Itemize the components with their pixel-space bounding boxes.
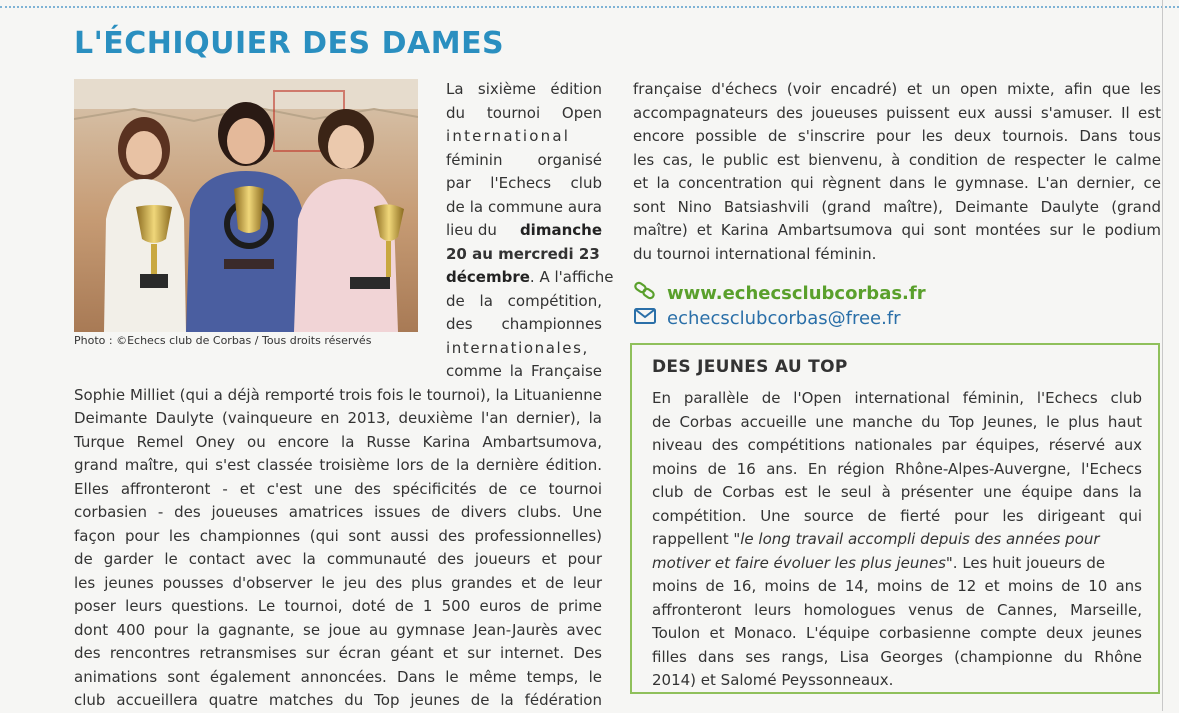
- text-run: lieu du: [446, 221, 497, 239]
- box-text-line: niveau des compétitions nationales par équipes, réservé aux: [652, 436, 1142, 454]
- text-line: par l'Echecs club: [446, 174, 602, 192]
- bold-date-line: 20 au mercredi 23: [446, 245, 600, 263]
- text-line: de la compétition,: [446, 292, 602, 310]
- box-text-line: club de Corbas est le seul à présenter une équipe dans la: [652, 483, 1142, 501]
- box-text-line: affronteront leurs homologues venus de Cannes, Marseille,: [652, 601, 1142, 619]
- envelope-icon: [633, 307, 657, 329]
- email-link-row[interactable]: [633, 307, 901, 329]
- box-text-line: Toulon et Monaco. L'équipe corbasienne compte deux jeunes: [652, 624, 1142, 642]
- text-line: façon pour les championnes (qui sont aussi des professionnelles): [74, 527, 602, 545]
- box-title: DES JEUNES AU TOP: [652, 357, 848, 377]
- box-text-line: compétition. Une source de fierté pour les dirigeant qui: [652, 507, 1142, 525]
- text-line: animations sont également annoncées. Dans le même temps, le: [74, 668, 602, 686]
- page-edge: [1162, 0, 1163, 711]
- text-line: des championnes: [446, 315, 602, 333]
- text-line: Sophie Milliet (qui a déjà remporté trois fois le tournoi), la Lituanienne: [74, 386, 602, 404]
- article-title: L'ÉCHIQUIER DES DAMES: [74, 26, 505, 61]
- box-text-line: moins de 16, moins de 14, moins de 12 et moins de 10 ans: [652, 577, 1142, 595]
- text-line: de garder le contact avec la communauté des joueurs et pour: [74, 550, 602, 568]
- text-line: les jeunes pousses d'observer le jeu des plus grandes et de leur: [74, 574, 602, 592]
- text-line: corbasien - des joueuses amatrices issues de divers clubs. Une: [74, 503, 602, 521]
- text-line: Deimante Daulyte (vainqueure en 2013, deuxième l'an dernier), la: [74, 409, 602, 427]
- box-text-line: filles dans ses rangs, Lisa Georges (championne du Rhône: [652, 648, 1142, 666]
- link-icon: [633, 281, 657, 305]
- bold-date: décembre: [446, 268, 530, 286]
- text-line: des rencontres retransmises sur écran géant et sur internet. Des: [74, 644, 602, 662]
- text-line: féminin organisé: [446, 151, 602, 169]
- website-link-row[interactable]: [633, 281, 926, 305]
- text-line: française d'échecs (voir encadré) et un open mixte, afin que les: [633, 80, 1161, 98]
- text-line: maître) et Karina Ambartsumova qui sont montées sur le podium: [633, 221, 1161, 239]
- box-text-line: [652, 528, 1142, 552]
- text-line: de la commune aura: [446, 198, 602, 216]
- text-line: Turque Remel Oney ou encore la Russe Karina Ambartsumova,: [74, 433, 602, 451]
- box-text-line: moins de 16 ans. En région Rhône-Alpes-Auvergne, l'Echecs: [652, 460, 1142, 478]
- text-line: dont 400 pour la gagnante, se joue au gymnase Jean-Jaurès avec: [74, 621, 602, 639]
- text-line: internationales,: [446, 339, 589, 357]
- text-line: poser leurs questions. Le tournoi, doté de 1 500 euros de prime: [74, 597, 602, 615]
- photo-caption: Photo : ©Echecs club de Corbas / Tous droits réservés: [74, 334, 372, 347]
- text-line: comme la Française: [446, 362, 602, 380]
- text-run: rappellent: [652, 530, 734, 548]
- box-text-line: 2014) et Salomé Peyssonneaux.: [652, 671, 894, 689]
- website-link[interactable]: www.echecsclubcorbas.fr: [667, 282, 926, 304]
- box-text-line: En parallèle de l'Open international féminin, l'Echecs club: [652, 389, 1142, 407]
- top-dotted-rule: [0, 6, 1179, 8]
- text-line: club accueillera quatre matches du Top jeunes de la fédération: [74, 691, 602, 709]
- email-link[interactable]: echecsclubcorbas@free.fr: [667, 307, 901, 329]
- text-line: Elles affronteront - et c'est une des spécificités de ce tournoi: [74, 480, 602, 498]
- text-line: [446, 219, 602, 243]
- text-line: grand maître, qui s'est classée troisième lors de la dernière édition.: [74, 456, 602, 474]
- box-text-line: de Corbas accueille une manche du Top Jeunes, le plus haut: [652, 413, 1142, 431]
- text-line: [446, 266, 614, 290]
- text-line: international: [446, 127, 571, 145]
- quote-text: "le long travail accompli depuis des années pour: [733, 530, 1100, 548]
- text-line: accompagnateurs des joueuses puissent eux aussi s'amuser. Il est: [633, 104, 1161, 122]
- text-line: du tournoi Open: [446, 104, 602, 122]
- text-line: les cas, le public est bienvenu, à condition de respecter le calme: [633, 151, 1161, 169]
- bold-date: dimanche: [519, 221, 602, 239]
- text-line: et la concentration qui règnent dans le gymnase. L'an dernier, ce: [633, 174, 1161, 192]
- box-text-line: [652, 552, 1142, 576]
- text-line: La sixième édition: [446, 80, 602, 98]
- text-line: du tournoi international féminin.: [633, 245, 877, 263]
- text-run: . A l'affiche: [529, 268, 614, 286]
- article-photo: [74, 79, 418, 332]
- text-line: sont Nino Batsiashvili (grand maître), Deimante Daulyte (grand: [633, 198, 1161, 216]
- text-line: encore possible de s'inscrire pour les deux tournois. Dans tous: [633, 127, 1161, 145]
- quote-text: motiver et faire évoluer les plus jeunes": [652, 554, 953, 572]
- text-run: . Les huit joueurs de: [952, 554, 1106, 572]
